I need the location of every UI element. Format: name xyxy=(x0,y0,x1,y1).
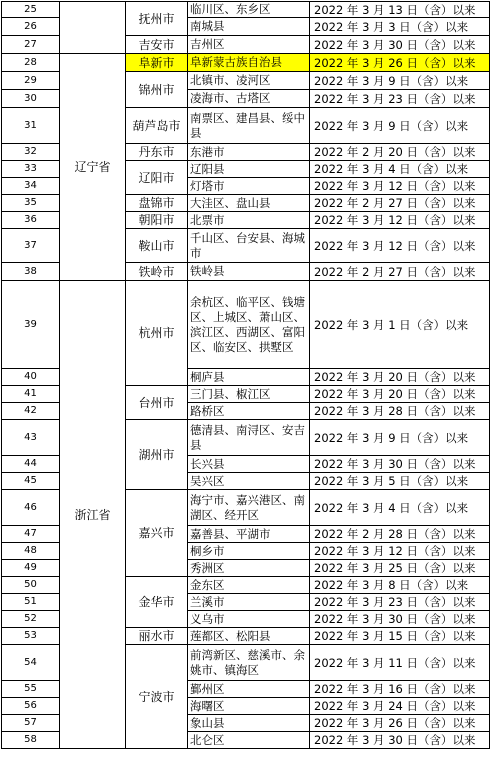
district-cell: 临川区、东乡区 xyxy=(188,2,310,18)
row-number: 58 xyxy=(2,732,60,749)
row-number: 38 xyxy=(2,263,60,281)
date-cell: 2022 年 3 月 20 日（含）以来 xyxy=(310,369,490,386)
row-number: 46 xyxy=(2,490,60,526)
city-cell: 吉安市 xyxy=(126,36,188,54)
region-date-table xyxy=(1,1,490,749)
district-cell: 莲都区、松阳县 xyxy=(188,628,310,645)
date-cell: 2022 年 2 月 27 日（含）以来 xyxy=(310,263,490,281)
row-number: 42 xyxy=(2,403,60,420)
date-cell: 2022 年 3 月 30 日（含）以来 xyxy=(310,456,490,473)
district-cell: 北仑区 xyxy=(188,732,310,749)
date-cell: 2022 年 3 月 9 日（含）以来 xyxy=(310,108,490,144)
date-cell: 2022 年 3 月 4 日（含）以来 xyxy=(310,490,490,526)
district-cell: 三门县、椒江区 xyxy=(188,386,310,403)
row-number: 52 xyxy=(2,611,60,628)
district-cell: 凌海市、古塔区 xyxy=(188,90,310,108)
row-number: 50 xyxy=(2,577,60,594)
city-cell: 杭州市 xyxy=(126,281,188,386)
date-cell: 2022 年 2 月 28 日（含）以来 xyxy=(310,526,490,543)
district-cell: 大洼区、盘山县 xyxy=(188,195,310,212)
city-cell: 台州市 xyxy=(126,386,188,420)
district-cell: 灯塔市 xyxy=(188,178,310,195)
row-number: 51 xyxy=(2,594,60,611)
district-cell: 鄞州区 xyxy=(188,681,310,698)
date-cell: 2022 年 3 月 30 日（含）以来 xyxy=(310,611,490,628)
row-number: 35 xyxy=(2,195,60,212)
district-cell: 北镇市、凌河区 xyxy=(188,72,310,90)
district-cell: 吴兴区 xyxy=(188,473,310,490)
date-cell: 2022 年 3 月 15 日（含）以来 xyxy=(310,628,490,645)
city-cell: 抚州市 xyxy=(126,2,188,36)
district-cell: 铁岭县 xyxy=(188,263,310,281)
row-number: 31 xyxy=(2,108,60,144)
district-cell: 路桥区 xyxy=(188,403,310,420)
district-cell: 辽阳县 xyxy=(188,161,310,178)
date-cell: 2022 年 3 月 13 日（含）以来 xyxy=(310,2,490,18)
district-cell: 兰溪市 xyxy=(188,594,310,611)
date-cell: 2022 年 3 月 16 日（含）以来 xyxy=(310,681,490,698)
row-number: 54 xyxy=(2,645,60,681)
district-cell: 秀洲区 xyxy=(188,560,310,577)
district-cell: 北票市 xyxy=(188,212,310,229)
row-number: 27 xyxy=(2,36,60,54)
city-cell: 辽阳市 xyxy=(126,161,188,195)
row-number: 40 xyxy=(2,369,60,386)
date-cell: 2022 年 3 月 9 日（含）以来 xyxy=(310,420,490,456)
row-number: 37 xyxy=(2,229,60,263)
table-row xyxy=(2,281,490,369)
city-cell: 锦州市 xyxy=(126,72,188,108)
row-number: 32 xyxy=(2,144,60,161)
city-cell: 朝阳市 xyxy=(126,212,188,229)
row-number: 55 xyxy=(2,681,60,698)
date-cell: 2022 年 3 月 1 日（含）以来 xyxy=(310,281,490,369)
row-number: 45 xyxy=(2,473,60,490)
district-cell: 南票区、建昌县、绥中县 xyxy=(188,108,310,144)
row-number: 25 xyxy=(2,2,60,18)
district-cell: 阜新蒙古族自治县 xyxy=(188,54,310,72)
city-cell: 阜新市 xyxy=(126,54,188,72)
district-cell: 金东区 xyxy=(188,577,310,594)
city-cell: 丽水市 xyxy=(126,628,188,645)
date-cell: 2022 年 3 月 12 日（含）以来 xyxy=(310,229,490,263)
date-cell: 2022 年 3 月 5 日（含）以来 xyxy=(310,473,490,490)
date-cell: 2022 年 3 月 4 日（含）以来 xyxy=(310,161,490,178)
table-row xyxy=(2,2,490,18)
row-number: 41 xyxy=(2,386,60,403)
row-number: 30 xyxy=(2,90,60,108)
district-cell: 千山区、台安县、海城市 xyxy=(188,229,310,263)
date-cell: 2022 年 3 月 25 日（含）以来 xyxy=(310,560,490,577)
date-cell: 2022 年 3 月 26 日（含）以来 xyxy=(310,715,490,732)
row-number: 36 xyxy=(2,212,60,229)
district-cell: 嘉善县、平湖市 xyxy=(188,526,310,543)
district-cell: 余杭区、临平区、钱塘区、上城区、萧山区、滨江区、西湖区、富阳区、临安区、拱墅区 xyxy=(188,281,310,369)
row-number: 29 xyxy=(2,72,60,90)
city-cell: 宁波市 xyxy=(126,645,188,749)
row-number: 34 xyxy=(2,178,60,195)
row-number: 43 xyxy=(2,420,60,456)
date-cell: 2022 年 3 月 12 日（含）以来 xyxy=(310,178,490,195)
date-cell: 2022 年 2 月 27 日（含）以来 xyxy=(310,195,490,212)
district-cell: 海宁市、嘉兴港区、南湖区、经开区 xyxy=(188,490,310,526)
province-cell xyxy=(60,2,126,54)
date-cell: 2022 年 3 月 24 日（含）以来 xyxy=(310,698,490,715)
date-cell: 2022 年 3 月 23 日（含）以来 xyxy=(310,90,490,108)
row-number: 39 xyxy=(2,281,60,369)
row-number: 44 xyxy=(2,456,60,473)
row-number: 28 xyxy=(2,54,60,72)
date-cell: 2022 年 3 月 12 日（含）以来 xyxy=(310,543,490,560)
date-cell: 2022 年 3 月 3 日（含）以来 xyxy=(310,18,490,36)
row-number: 48 xyxy=(2,543,60,560)
district-cell: 长兴县 xyxy=(188,456,310,473)
row-number: 47 xyxy=(2,526,60,543)
district-cell: 南城县 xyxy=(188,18,310,36)
city-cell: 葫芦岛市 xyxy=(126,108,188,144)
district-cell: 桐乡市 xyxy=(188,543,310,560)
row-number: 49 xyxy=(2,560,60,577)
district-cell: 东港市 xyxy=(188,144,310,161)
row-number: 33 xyxy=(2,161,60,178)
city-cell: 盘锦市 xyxy=(126,195,188,212)
district-cell: 德清县、南浔区、安吉县 xyxy=(188,420,310,456)
date-cell: 2022 年 3 月 23 日（含）以来 xyxy=(310,594,490,611)
row-number: 26 xyxy=(2,18,60,36)
province-cell: 浙江省 xyxy=(60,281,126,749)
district-cell: 桐庐县 xyxy=(188,369,310,386)
district-cell: 象山县 xyxy=(188,715,310,732)
date-cell: 2022 年 3 月 8 日（含）以来 xyxy=(310,577,490,594)
date-cell: 2022 年 3 月 28 日（含）以来 xyxy=(310,403,490,420)
city-cell: 丹东市 xyxy=(126,144,188,161)
city-cell: 鞍山市 xyxy=(126,229,188,263)
date-cell: 2022 年 2 月 20 日（含）以来 xyxy=(310,144,490,161)
city-cell: 铁岭市 xyxy=(126,263,188,281)
date-cell: 2022 年 3 月 30 日（含）以来 xyxy=(310,36,490,54)
district-cell: 义乌市 xyxy=(188,611,310,628)
district-cell: 前湾新区、慈溪市、余姚市、镇海区 xyxy=(188,645,310,681)
row-number: 53 xyxy=(2,628,60,645)
district-cell: 吉州区 xyxy=(188,36,310,54)
date-cell: 2022 年 3 月 26 日（含）以来 xyxy=(310,54,490,72)
city-cell: 金华市 xyxy=(126,577,188,628)
table-row-highlighted xyxy=(2,54,490,72)
city-cell: 湖州市 xyxy=(126,420,188,490)
row-number: 57 xyxy=(2,715,60,732)
date-cell: 2022 年 3 月 11 日（含）以来 xyxy=(310,645,490,681)
date-cell: 2022 年 3 月 9 日（含）以来 xyxy=(310,72,490,90)
date-cell: 2022 年 3 月 30 日（含）以来 xyxy=(310,732,490,749)
date-cell: 2022 年 3 月 20 日（含）以来 xyxy=(310,386,490,403)
district-cell: 海曙区 xyxy=(188,698,310,715)
city-cell: 嘉兴市 xyxy=(126,490,188,577)
province-cell: 辽宁省 xyxy=(60,54,126,281)
row-number: 56 xyxy=(2,698,60,715)
date-cell: 2022 年 3 月 12 日（含）以来 xyxy=(310,212,490,229)
